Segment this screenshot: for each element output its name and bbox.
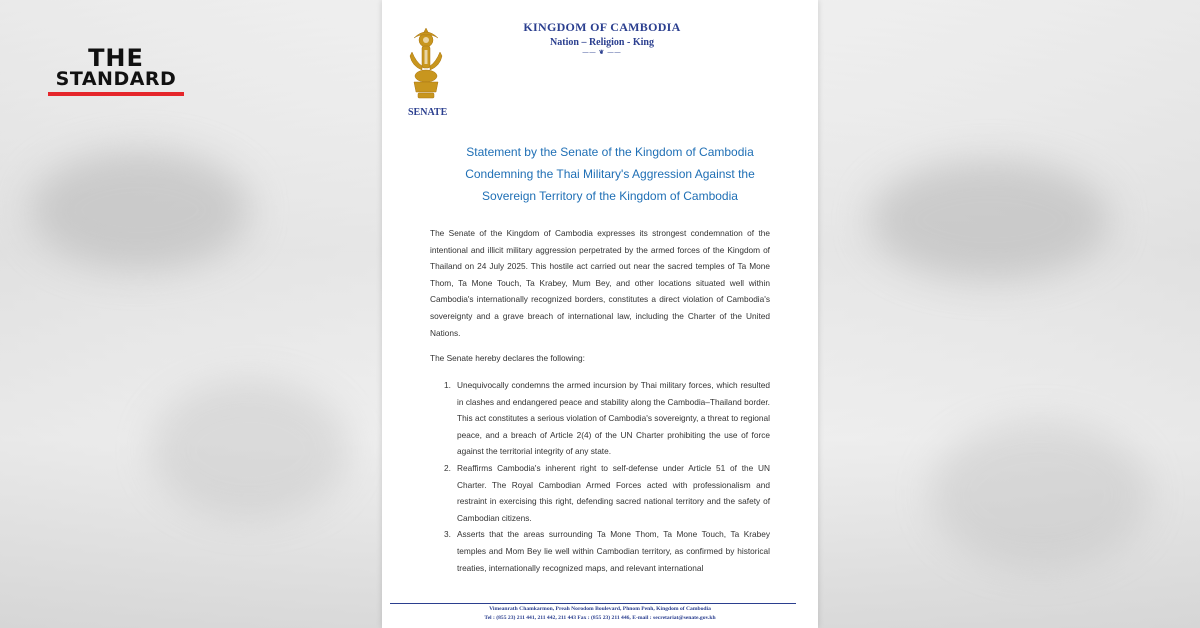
footer-divider <box>390 603 796 604</box>
list-item-number: 1. <box>444 380 451 390</box>
senate-emblem-icon <box>406 26 446 100</box>
list-item-text: Asserts that the areas surrounding Ta Mone Thom, Ta Mone Touch, Ta Krabey temples and Mom Bey lie well within Cambodian territory, as confirmed by historical treaties, internationally recognized maps, and relevant international <box>457 529 770 573</box>
list-item <box>430 377 770 460</box>
list-item-text: Unequivocally condemns the armed incursion by Thai military forces, which resulted in clashes and endangered peace and stability along the Cambodia–Thailand border. This act constitutes a serious violation of Cambodia's sovereignty, a threat to regional peace, and a breach of Article 2(4) of the UN Charter prohibiting the use of force against the territorial integrity of any state. <box>457 380 770 457</box>
declaration-list <box>430 377 770 576</box>
background-shadow <box>30 150 250 270</box>
document-header <box>512 20 692 56</box>
background-shadow <box>150 380 350 520</box>
paragraph-declaration-intro: The Senate hereby declares the following: <box>430 353 585 363</box>
statement-document <box>382 0 818 628</box>
logo-line-the: THE <box>88 44 144 72</box>
list-item-number: 3. <box>444 529 451 540</box>
logo-line-standard: STANDARD <box>55 68 177 90</box>
background-shadow <box>870 160 1110 280</box>
title-line-3: Sovereign Territory of the Kingdom of Cambodia <box>482 189 738 203</box>
title-line-2: Condemning the Thai Military's Aggression Against the <box>465 167 755 181</box>
national-motto: Nation – Religion - King <box>550 37 654 48</box>
footer-address: Vimeanrath Chamkarmon, Preah Norodom Boulevard, Phnom Penh, Kingdom of Cambodia <box>489 606 711 612</box>
logo-red-bar <box>48 92 184 96</box>
statement-title <box>422 141 798 207</box>
paragraph-condemnation: The Senate of the Kingdom of Cambodia expresses its strongest condemnation of the intentional and illicit military aggression perpetrated by the armed forces of the Kingdom of Thailand on 24 July 2025. This hostile act carried out near the sacred temples of Ta Mone Thom, Ta Mone Touch, Ta Krabey, Mum Bey, and other locations situated well within Cambodia's internationally recognized borders, constitutes a direct violation of Cambodia's sovereignty and a grave breach of international law, including the Charter of the United Nations. <box>430 228 770 338</box>
list-item-number: 2. <box>444 462 451 473</box>
list-item-text: Reaffirms Cambodia's inherent right to self-defense under Article 51 of the UN Charter. The Royal Cambodian Armed Forces acted with professionalism and restraint in exercising this right, defending sacred national territory and the safety of Cambodian citizens. <box>457 462 770 523</box>
title-line-1: Statement by the Senate of the Kingdom of Cambodia <box>466 145 754 159</box>
footer-contact: Tel : (855 23) 211 441, 211 442, 211 443 Fax : (855 23) 211 446, E-mail : secretariat@senate.gov.kh <box>484 615 716 621</box>
background-shadow <box>930 420 1150 570</box>
list-item <box>430 460 770 526</box>
kingdom-heading: KINGDOM OF CAMBODIA <box>523 20 681 34</box>
the-standard-logo <box>48 46 184 96</box>
ornament-divider: —— ❦ —— <box>582 50 622 56</box>
list-item <box>430 526 770 576</box>
senate-label: SENATE <box>408 107 448 118</box>
